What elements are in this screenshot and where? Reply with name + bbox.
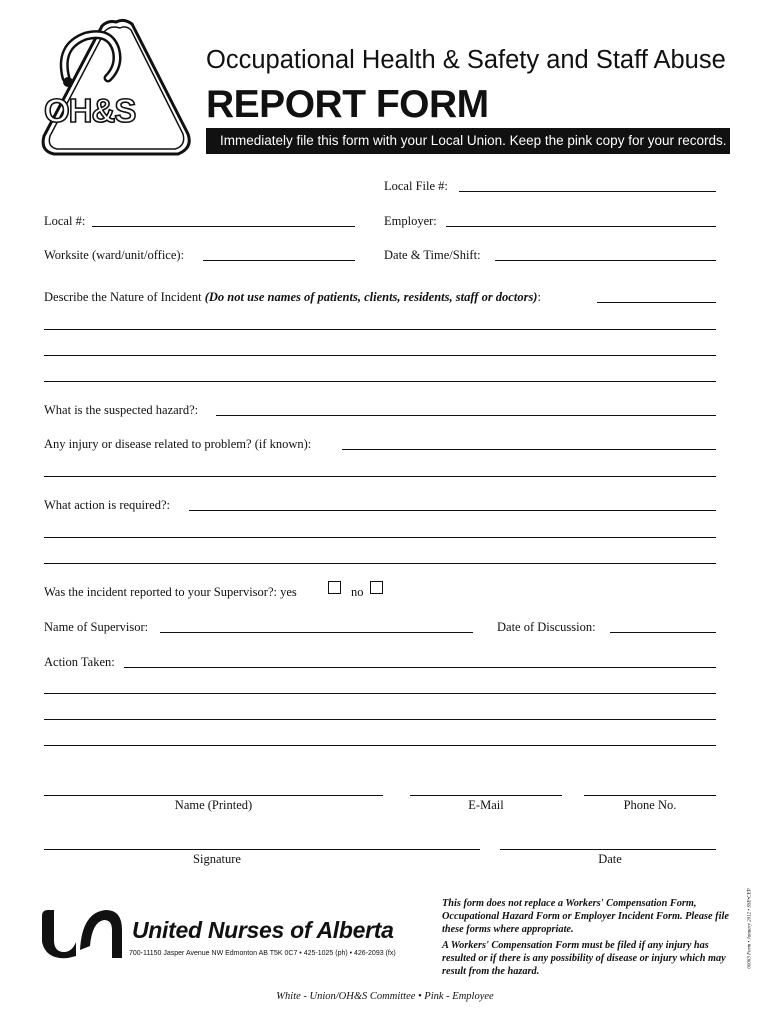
- action-required-line-3[interactable]: [44, 563, 716, 564]
- local-field[interactable]: [92, 226, 355, 227]
- injury-line-2[interactable]: [44, 476, 716, 477]
- nature-field[interactable]: [597, 302, 716, 303]
- nature-line-2[interactable]: [44, 329, 716, 330]
- notice-text: [442, 897, 730, 978]
- action-taken-label: Action Taken:: [44, 655, 115, 669]
- phone-field[interactable]: [584, 795, 716, 796]
- date-discussion-label: Date of Discussion:: [497, 620, 596, 634]
- action-taken-line-2[interactable]: [44, 693, 716, 694]
- employer-field[interactable]: [446, 226, 716, 227]
- nature-label-emphasis: (Do not use names of patients, clients, residents, staff or doctors): [204, 290, 538, 304]
- org-name: United Nurses of Alberta: [132, 917, 394, 943]
- reported-label: Was the incident reported to your Supervisor?: yes: [44, 585, 297, 599]
- nature-line-3[interactable]: [44, 355, 716, 356]
- no-checkbox[interactable]: [370, 581, 383, 594]
- date-discussion-field[interactable]: [610, 632, 716, 633]
- signature-caption: Signature: [193, 852, 241, 866]
- date-caption: Date: [598, 852, 622, 866]
- action-required-label: What action is required?:: [44, 498, 170, 512]
- yes-checkbox[interactable]: [328, 581, 341, 594]
- action-taken-line-3[interactable]: [44, 719, 716, 720]
- phone-caption: Phone No.: [623, 798, 677, 812]
- date-time-shift-label: Date & Time/Shift:: [384, 248, 481, 262]
- injury-label: Any injury or disease related to problem? (if known):: [44, 437, 312, 451]
- side-code: 00063 Form • January 2012 • SSE•CEP: [747, 888, 753, 969]
- signature-field[interactable]: [44, 849, 480, 850]
- copies-note: White - Union/OH&S Committee • Pink - Employee: [276, 991, 494, 1002]
- local-file-field[interactable]: [459, 191, 716, 192]
- form-title: Occupational Health & Safety and Staff Abuse: [206, 46, 726, 74]
- nature-label-colon: :: [537, 290, 541, 304]
- hazard-label: What is the suspected hazard?:: [44, 403, 199, 417]
- nature-label-text: Describe the Nature of Incident: [44, 290, 205, 304]
- supervisor-field[interactable]: [160, 632, 473, 633]
- injury-field[interactable]: [342, 449, 716, 450]
- banner-text: Immediately file this form with your Local Union. Keep the pink copy for your records.: [220, 133, 727, 148]
- hazard-field[interactable]: [216, 415, 716, 416]
- una-logo: [40, 906, 124, 960]
- instruction-banner: [206, 128, 730, 154]
- logo-text: OH&S: [44, 92, 136, 129]
- local-file-label: Local File #:: [384, 179, 448, 193]
- local-label: Local #:: [44, 214, 86, 228]
- notice-paragraph-1: This form does not replace a Workers' Compensation Form, Occupational Hazard Form or Employer Incident Form. Please file these forms where appropriate.: [442, 898, 729, 935]
- org-address: 700-11150 Jasper Avenue NW Edmonton AB T5K 0C7 • 425-1025 (ph) • 426-2093 (fx): [129, 950, 396, 957]
- worksite-label: Worksite (ward/unit/office):: [44, 248, 185, 262]
- ohs-logo: [38, 16, 193, 158]
- name-printed-field[interactable]: [44, 795, 383, 796]
- action-required-field[interactable]: [189, 510, 716, 511]
- employer-label: Employer:: [384, 214, 437, 228]
- supervisor-label: Name of Supervisor:: [44, 620, 149, 634]
- action-taken-field[interactable]: [124, 667, 716, 668]
- signature-date-field[interactable]: [500, 849, 716, 850]
- worksite-field[interactable]: [203, 260, 355, 261]
- email-field[interactable]: [410, 795, 562, 796]
- date-time-shift-field[interactable]: [495, 260, 716, 261]
- notice-paragraph-2: A Workers' Compensation Form must be filed if any injury has resulted or if there is any possibility of disease or injury which may result from the hazard.: [442, 940, 726, 977]
- email-caption: E-Mail: [468, 798, 504, 812]
- nature-line-4[interactable]: [44, 381, 716, 382]
- action-taken-line-4[interactable]: [44, 745, 716, 746]
- action-required-line-2[interactable]: [44, 537, 716, 538]
- form-subtitle: REPORT FORM: [206, 83, 489, 126]
- no-label: no: [351, 585, 364, 599]
- nature-label: [44, 290, 541, 304]
- name-printed-caption: Name (Printed): [174, 798, 253, 812]
